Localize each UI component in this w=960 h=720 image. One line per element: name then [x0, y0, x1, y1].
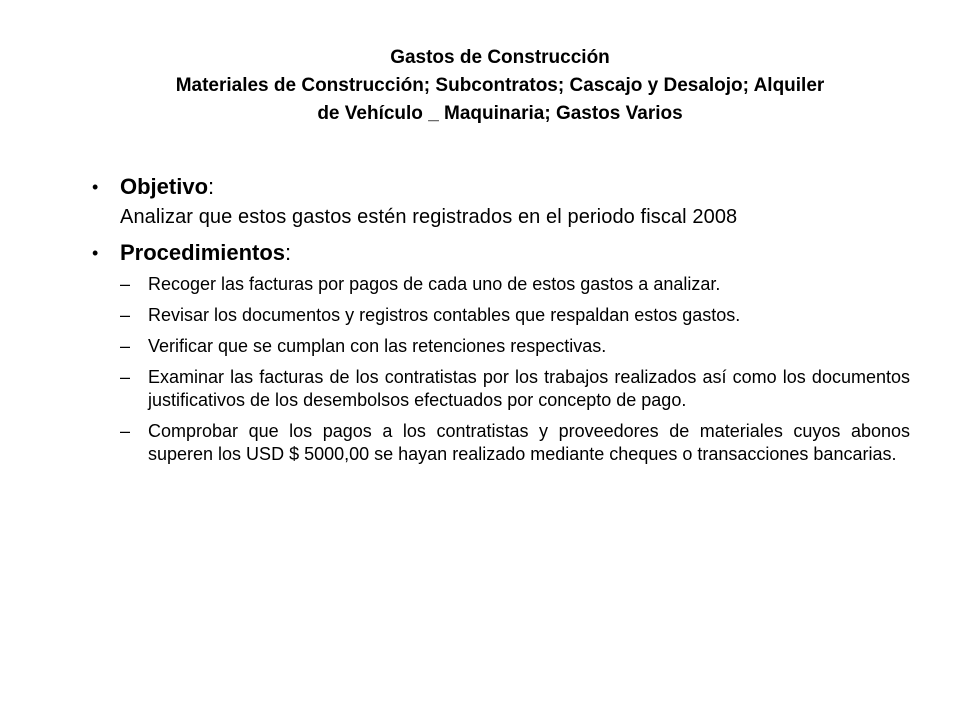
- list-item: [92, 273, 910, 296]
- list-item: [92, 335, 910, 358]
- list-item-text: Comprobar que los pagos a los contratistas y proveedores de materiales cuyos abonos superen los USD $ 5000,00 se hayan realizado mediante cheques o transacciones bancarias.: [148, 421, 910, 464]
- section-colon: :: [208, 174, 215, 199]
- list-item: [92, 420, 910, 466]
- list-item-text: Recoger las facturas por pagos de cada uno de estos gastos a analizar.: [148, 274, 721, 294]
- section-label: Procedimientos: [120, 240, 286, 265]
- list-item-text: Examinar las facturas de los contratistas por los trabajos realizados así como los documentos justificativos de los desembolsos efectuados por concepto de pago.: [148, 367, 910, 410]
- section-procedimientos: [92, 237, 910, 269]
- list-item: [92, 304, 910, 327]
- section-objetivo: [92, 171, 910, 203]
- list-item: [92, 366, 910, 412]
- bullet-icon: •: [92, 177, 99, 197]
- dash-icon: –: [120, 421, 131, 441]
- section-colon: :: [285, 240, 292, 265]
- procedimientos-list: [92, 273, 910, 466]
- slide-title: [90, 44, 910, 128]
- bullet-icon: •: [92, 243, 99, 263]
- title-line-1: Gastos de Construcción: [390, 47, 610, 68]
- dash-icon: –: [120, 367, 131, 387]
- objetivo-text: Analizar que estos gastos estén registrados en el periodo fiscal 2008: [120, 206, 738, 228]
- section-label: Objetivo: [120, 174, 209, 199]
- dash-icon: –: [120, 274, 131, 294]
- list-item-text: Revisar los documentos y registros contables que respaldan estos gastos.: [148, 305, 741, 325]
- slide-content: [92, 171, 910, 474]
- dash-icon: –: [120, 336, 131, 356]
- title-line-3: de Vehículo _ Maquinaria; Gastos Varios: [317, 103, 683, 124]
- dash-icon: –: [120, 305, 131, 325]
- list-item-text: Verificar que se cumplan con las retenciones respectivas.: [148, 336, 607, 356]
- title-line-2: Materiales de Construcción; Subcontratos; Cascajo y Desalojo; Alquiler: [175, 75, 825, 96]
